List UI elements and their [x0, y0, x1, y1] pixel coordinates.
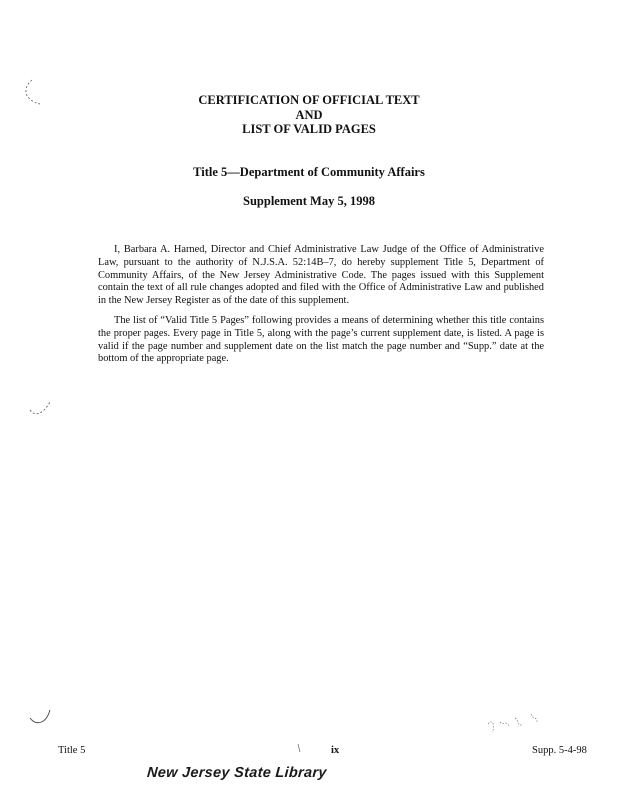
punch-hole-mark-middle: [30, 402, 50, 414]
library-stamp: New Jersey State Library: [146, 765, 328, 781]
title-line-1: CERTIFICATION OF OFFICIAL TEXT: [198, 93, 420, 107]
certification-paragraph: I, Barbara A. Harned, Director and Chief Administrative Law Judge of the Office of Administrative Law, pursuant to the authority of N.J.S.A. 52:14B–7, do hereby supplement Title 5, Department of Community Affairs, of the New Jersey Administrative Code. The pages issued with this Supplement contain the text of all rule changes adopted and filed with the Office of Administrative Law and published in the New Jersey Register as of the date of this supplement.: [98, 244, 544, 306]
stray-mark: [298, 744, 300, 752]
footer-page-number: ix: [331, 745, 340, 756]
supplement-date: Supplement May 5, 1998: [243, 194, 375, 208]
document-subtitle: Title 5—Department of Community Affairs: [193, 165, 425, 179]
title-line-2: AND: [295, 108, 323, 122]
handwritten-mark: [488, 714, 537, 732]
footer-supp-date: Supp. 5-4-98: [532, 745, 587, 756]
valid-pages-paragraph: The list of “Valid Title 5 Pages” following provides a means of determining whether this title contains the proper pages. Every page in Title 5, along with the page’s current supplement date, is listed. A page is valid if the page number and supplement date on the list match the page number and “Supp.” date at the bottom of the appropriate page.: [98, 315, 544, 365]
punch-hole-mark-bottom: [30, 710, 50, 723]
footer-title: Title 5: [58, 745, 86, 756]
title-line-3: LIST OF VALID PAGES: [242, 122, 376, 136]
